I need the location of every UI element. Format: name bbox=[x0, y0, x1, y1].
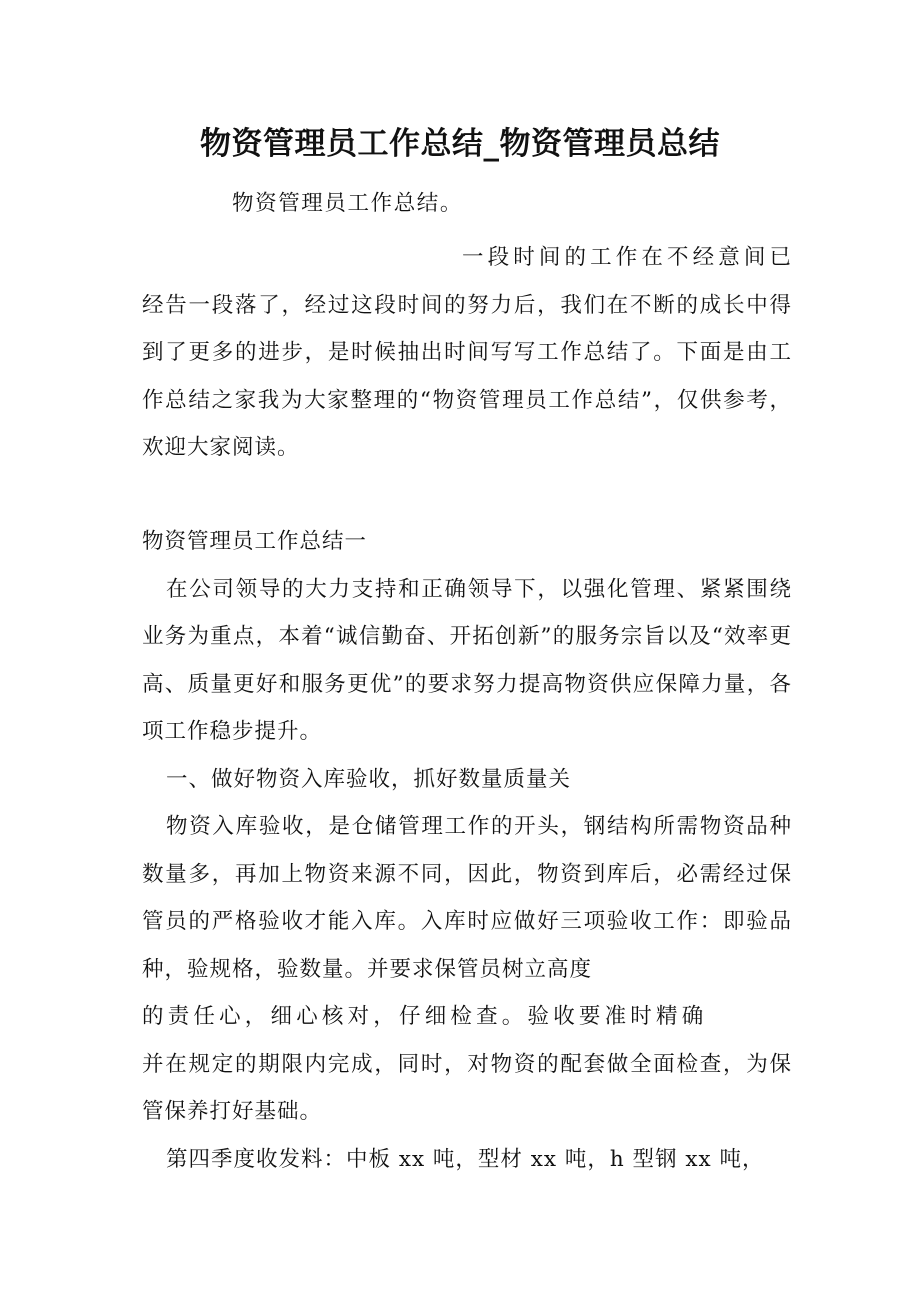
point-body-end: 并在规定的期限内完成，同时，对物资的配套做全面检查，为保管保养打好基础。 bbox=[142, 1051, 792, 1124]
intro-first-line: 一段时间的工作在不经意间 bbox=[462, 245, 770, 270]
intro-rest: 已经告一段落了，经过这段时间的努力后，我们在不断的成长中得到了更多的进步，是时候抽出时间写写工作总结了。下面是由工作总结之家我为大家整理的“物资管理员工作总结”，仅供参考，欢迎大家阅读。 bbox=[142, 245, 792, 460]
quarter-summary-line: 第四季度收发料：中板 xx 吨，型材 xx 吨，h 型钢 xx 吨， bbox=[166, 1146, 765, 1172]
document-subtitle: 物资管理员工作总结。 bbox=[232, 191, 464, 216]
document-title: 物资管理员工作总结_物资管理员总结 bbox=[200, 126, 720, 162]
point-heading: 一、做好物资入库验收，抓好数量质量关 bbox=[166, 766, 572, 792]
section-paragraph: 在公司领导的大力支持和正确领导下，以强化管理、紧紧围绕业务为重点，本着“诚信勤奋、开拓创新”的服务宗旨以及“效率更高、质量更好和服务更优”的要求努力提高物资供应保障力量，各项工作稳步提升。 bbox=[142, 576, 792, 744]
point-body-spaced-line: 的责任心，细心核对，仔细检查。验收要准时精确 bbox=[142, 1004, 708, 1029]
intro-section bbox=[142, 234, 792, 472]
point-body: 物资入库验收，是仓储管理工作的开头，钢结构所需物资品种数量多，再加上物资来源不同，因此，物资到库后，必需经过保管员的严格验收才能入库。入库时应做好三项验收工作：即验品种，验规格，验数量。并要求保管员树立高度 bbox=[142, 814, 792, 982]
section-one bbox=[142, 518, 792, 1183]
intro-paragraph bbox=[142, 234, 792, 472]
section-heading: 物资管理员工作总结一 bbox=[142, 529, 368, 554]
